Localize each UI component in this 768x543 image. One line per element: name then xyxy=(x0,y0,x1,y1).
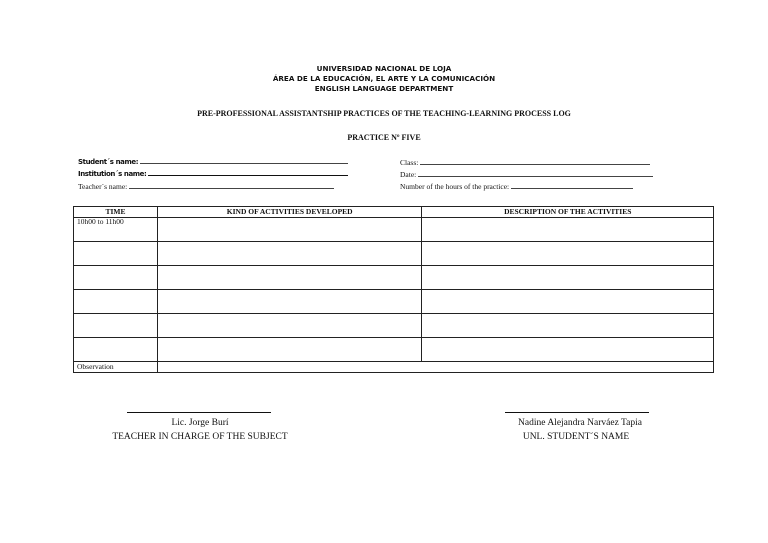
teacher-name-label: Teacher´s name: xyxy=(78,182,128,191)
table-row xyxy=(74,242,714,266)
description-cell[interactable] xyxy=(422,338,714,362)
date-label: Date: xyxy=(400,170,417,179)
institution-name-line[interactable] xyxy=(148,169,348,176)
class-field xyxy=(400,158,650,167)
activities-table xyxy=(73,206,714,373)
student-name-signature: Nadine Alejandra Narváez Tapia xyxy=(518,418,642,428)
student-name-label: Student´s name: xyxy=(78,158,139,166)
description-cell[interactable] xyxy=(422,290,714,314)
institution-name-label: Institution´s name: xyxy=(78,170,147,178)
table-row xyxy=(74,338,714,362)
table-row xyxy=(74,314,714,338)
teacher-name-signature: Lic. Jorge Burí xyxy=(171,418,229,428)
hours-line[interactable] xyxy=(511,182,633,189)
date-line[interactable] xyxy=(418,170,653,177)
student-name-line[interactable] xyxy=(140,157,348,164)
document-title: PRE-PROFESSIONAL ASSISTANTSHIP PRACTICES OF THE TEACHING-LEARNING PROCESS LOG xyxy=(197,109,571,118)
description-cell[interactable] xyxy=(422,242,714,266)
hours-field xyxy=(400,182,633,191)
description-cell[interactable] xyxy=(422,314,714,338)
hours-label: Number of the hours of the practice: xyxy=(400,182,510,191)
table-row xyxy=(74,218,714,242)
student-role: UNL. STUDENT´S NAME xyxy=(522,432,630,442)
department-name: ENGLISH LANGUAGE DEPARTMENT xyxy=(314,84,454,93)
activity-cell[interactable] xyxy=(157,338,422,362)
time-header: TIME xyxy=(74,207,158,218)
observation-cell[interactable] xyxy=(157,362,713,373)
table-row xyxy=(74,290,714,314)
university-name: UNIVERSIDAD NACIONAL DE LOJA xyxy=(316,64,452,73)
practice-number: PRACTICE Nº FIVE xyxy=(347,133,421,142)
student-name-field xyxy=(78,157,348,166)
activity-cell[interactable] xyxy=(157,290,422,314)
table-header-row xyxy=(74,207,714,218)
teacher-name-field xyxy=(78,182,334,191)
student-signature-line xyxy=(505,412,649,413)
date-field xyxy=(400,170,653,179)
time-cell[interactable] xyxy=(74,338,158,362)
description-cell[interactable] xyxy=(422,218,714,242)
teacher-name-line[interactable] xyxy=(129,182,334,189)
class-line[interactable] xyxy=(420,158,650,165)
time-cell[interactable] xyxy=(74,314,158,338)
class-label: Class: xyxy=(400,158,419,167)
description-cell[interactable] xyxy=(422,266,714,290)
time-cell[interactable]: 10h00 to 11h00 xyxy=(74,218,158,242)
activity-cell[interactable] xyxy=(157,314,422,338)
time-cell[interactable] xyxy=(74,290,158,314)
description-header: DESCRIPTION OF THE ACTIVITIES xyxy=(422,207,714,218)
observation-label: Observation xyxy=(74,362,158,373)
activity-cell[interactable] xyxy=(157,266,422,290)
teacher-signature-line xyxy=(127,412,271,413)
activity-cell[interactable] xyxy=(157,218,422,242)
area-name: ÁREA DE LA EDUCACIÓN, EL ARTE Y LA COMUNICACIÓN xyxy=(272,74,496,83)
institution-name-field xyxy=(78,169,348,178)
observation-row xyxy=(74,362,714,373)
activity-cell[interactable] xyxy=(157,242,422,266)
time-cell[interactable] xyxy=(74,242,158,266)
teacher-role: TEACHER IN CHARGE OF THE SUBJECT xyxy=(112,432,288,442)
activities-header: KIND OF ACTIVITIES DEVELOPED xyxy=(157,207,422,218)
table-row xyxy=(74,266,714,290)
time-cell[interactable] xyxy=(74,266,158,290)
